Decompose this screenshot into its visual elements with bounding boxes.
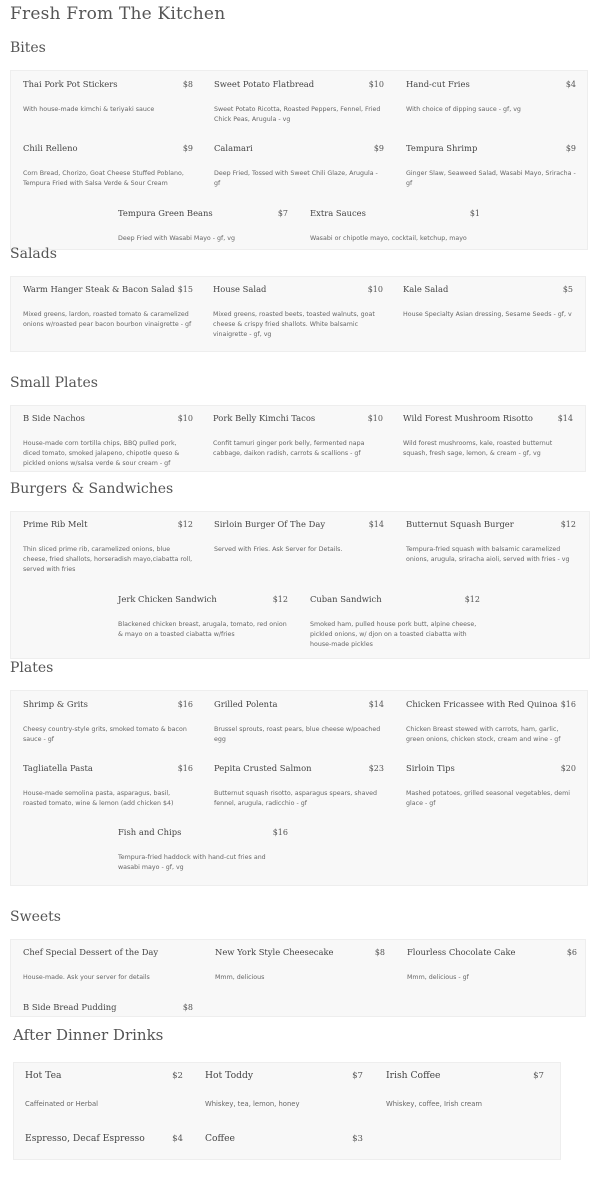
item-price: $14	[368, 520, 384, 529]
item-description: Mixed greens, roasted beets, toasted walnuts, goat cheese & crispy fried shallots. White balsamic vinaigrette - gf, vg	[213, 311, 375, 338]
item-price: $10	[367, 414, 383, 423]
item-price: $23	[368, 764, 384, 773]
section-title-salads: Salads	[10, 246, 57, 262]
item-price: $9	[373, 144, 384, 153]
item-price: $16	[177, 764, 193, 773]
section-title-burgers: Burgers & Sandwiches	[10, 481, 174, 497]
drinks-panel	[13, 1062, 561, 1160]
item-name: Sweet Potato Flatbread	[214, 79, 315, 89]
item-price: $2	[172, 1071, 183, 1081]
section-title-small-plates: Small Plates	[10, 375, 98, 391]
item-description: Wild forest mushrooms, kale, roasted butternut squash, fresh sage, lemon, & cream - gf, vg	[403, 440, 553, 457]
sweets-panel	[10, 939, 586, 1017]
item-price: $4	[565, 80, 576, 89]
item-price: $12	[560, 520, 576, 529]
salads-panel	[10, 276, 586, 352]
item-name: Warm Hanger Steak & Bacon Salad	[23, 284, 175, 294]
item-description: Tempura-fried squash with balsamic caramelized onions, arugula, sriracha aioli, served with fries - vg	[406, 546, 570, 563]
item-name: Hot Toddy	[205, 1070, 254, 1081]
item-description: Butternut squash risotto, asparagus spears, shaved fennel, arugula, radicchio - gf	[214, 790, 378, 807]
item-name: B Side Nachos	[23, 413, 85, 423]
item-name: Irish Coffee	[386, 1070, 441, 1081]
item-description: Chicken Breast stewed with carrots, ham, garlic, green onions, chicken stock, cream and wine - gf	[406, 726, 561, 743]
item-price: $12	[464, 595, 480, 604]
plates-panel	[10, 690, 588, 886]
item-price: $9	[182, 144, 193, 153]
item-name: Chicken Fricassee with Red Quinoa	[406, 699, 558, 709]
item-price: $8	[182, 1003, 193, 1012]
item-name: Flourless Chocolate Cake	[407, 947, 516, 957]
item-name: Cuban Sandwich	[310, 594, 382, 604]
item-name: Sirloin Burger Of The Day	[214, 519, 326, 529]
item-name: Hot Tea	[25, 1070, 62, 1081]
item-price: $14	[368, 700, 384, 709]
item-description: Confit tamuri ginger pork belly, fermented napa cabbage, daikon radish, carrots & scallions - gf	[213, 440, 365, 457]
item-description: Wasabi or chipotle mayo, cocktail, ketchup, mayo	[310, 235, 467, 242]
item-price: $16	[272, 828, 288, 837]
item-price: $7	[352, 1071, 363, 1081]
item-description: Sweet Potato Ricotta, Roasted Peppers, Fennel, Fried Chick Peas, Arugula - vg	[214, 106, 381, 123]
item-price: $6	[566, 948, 577, 957]
item-name: Tempura Shrimp	[406, 143, 478, 153]
item-name: Espresso, Decaf Espresso	[25, 1133, 145, 1144]
item-name: Grilled Polenta	[214, 699, 278, 709]
bites-panel	[10, 70, 588, 250]
item-description: Whiskey, tea, lemon, honey	[205, 1100, 300, 1108]
section-title-plates: Plates	[10, 660, 54, 676]
small-plates-panel	[10, 405, 586, 472]
item-price: $10	[367, 285, 383, 294]
section-title-bites: Bites	[10, 40, 46, 56]
item-name: Sirloin Tips	[406, 763, 455, 773]
item-name: Thai Pork Pot Stickers	[23, 79, 118, 89]
item-description: Mixed greens, lardon, roasted tomato & caramelized onions w/roasted pear bacon bourbon vinaigrette - gf	[23, 311, 192, 328]
item-price: $12	[177, 520, 193, 529]
item-price: $5	[562, 285, 573, 294]
item-name: Extra Sauces	[310, 208, 366, 218]
item-description: Deep Fried with Wasabi Mayo - gf, vg	[118, 235, 235, 242]
item-name: New York Style Cheesecake	[215, 947, 334, 957]
item-description: Blackened chicken breast, arugala, tomato, red onion & mayo on a toasted ciabatta w/fries	[118, 621, 287, 638]
item-name: Pepita Crusted Salmon	[214, 763, 312, 773]
item-name: Prime Rib Melt	[23, 519, 88, 529]
section-title-drinks: After Dinner Drinks	[13, 1026, 164, 1044]
item-name: Shrimp & Grits	[23, 699, 88, 709]
item-description: Brussel sprouts, roast pears, blue cheese w/poached egg	[214, 726, 381, 743]
item-price: $10	[177, 414, 193, 423]
item-price: $16	[177, 700, 193, 709]
item-description: House Specialty Asian dressing, Sesame Seeds - gf, v	[403, 311, 572, 318]
item-description: Caffeinated or Herbal	[25, 1100, 99, 1108]
item-description: Deep Fried, Tossed with Sweet Chili Glaze, Arugula - gf	[214, 170, 378, 187]
item-price: $3	[352, 1134, 363, 1144]
item-description: Tempura-fried haddock with hand-cut fries and wasabi mayo - gf, vg	[118, 854, 266, 871]
item-description: House-made semolina pasta, asparagus, basil, roasted tomato, wine & lemon (add chicken $4)	[23, 790, 174, 807]
item-price: $7	[533, 1071, 544, 1081]
item-description: Smoked ham, pulled house pork butt, alpine cheese, pickled onions, w/ djon on a toasted ciabatta with house-made pickles	[310, 621, 477, 648]
item-price: $10	[368, 80, 384, 89]
item-description: Cheesy country-style grits, smoked tomato & bacon sauce - gf	[23, 726, 187, 743]
item-description: House-made. Ask your server for details	[23, 974, 150, 981]
item-description: Mmm, delicious - gf	[407, 974, 469, 981]
item-price: $8	[374, 948, 385, 957]
item-price: $20	[560, 764, 576, 773]
item-name: Tempura Green Beans	[118, 208, 213, 218]
item-description: With choice of dipping sauce - gf, vg	[406, 106, 521, 113]
item-description: Whiskey, coffee, Irish cream	[386, 1100, 482, 1108]
item-price: $12	[272, 595, 288, 604]
item-price: $7	[277, 209, 288, 218]
item-price: $16	[560, 700, 576, 709]
item-description: Corn Bread, Chorizo, Goat Cheese Stuffed Poblano, Tempura Fried with Salsa Verde & Sour Cream	[23, 170, 184, 187]
item-name: Butternut Squash Burger	[406, 519, 514, 529]
item-description: Mmm, delicious	[215, 974, 265, 981]
item-price: $15	[177, 285, 193, 294]
item-name: Wild Forest Mushroom Risotto	[403, 413, 533, 423]
item-price: $9	[565, 144, 576, 153]
item-description: Mashed potatoes, grilled seasonal vegetables, demi glace - gf	[406, 790, 571, 807]
item-description: With house-made kimchi & teriyaki sauce	[23, 106, 155, 113]
item-name: Fish and Chips	[118, 827, 182, 837]
burgers-panel	[10, 511, 590, 659]
item-price: $14	[557, 414, 573, 423]
item-name: Pork Belly Kimchi Tacos	[213, 413, 316, 423]
item-name: Tagliatella Pasta	[23, 763, 93, 773]
item-name: Chili Relleno	[23, 143, 78, 153]
item-description: Served with Fries. Ask Server for Details.	[214, 546, 343, 553]
item-name: Hand-cut Fries	[406, 79, 470, 89]
item-description: Thin sliced prime rib, caramelized onions, blue cheese, fried shallots, horseradish mayo,ciabatta roll, served with fries	[23, 546, 193, 573]
item-name: Kale Salad	[403, 284, 449, 294]
item-name: Coffee	[205, 1133, 235, 1144]
item-description: House-made corn tortilla chips, BBQ pulled pork, diced tomato, smoked jalapeno, chipotle queso & pickled onions w/salsa verde & sour cream - gf	[23, 440, 180, 467]
item-name: Chef Special Dessert of the Day	[23, 947, 159, 957]
item-description: Ginger Slaw, Seaweed Salad, Wasabi Mayo, Sriracha - gf	[406, 170, 576, 187]
item-name: Jerk Chicken Sandwich	[118, 594, 217, 604]
item-price: $1	[469, 209, 480, 218]
item-name: B Side Bread Pudding	[23, 1002, 117, 1012]
item-price: $4	[172, 1134, 183, 1144]
item-name: House Salad	[213, 284, 267, 294]
section-title-sweets: Sweets	[10, 909, 61, 925]
page-title: Fresh From The Kitchen	[10, 4, 226, 24]
item-name: Calamari	[214, 143, 253, 153]
item-price: $8	[182, 80, 193, 89]
